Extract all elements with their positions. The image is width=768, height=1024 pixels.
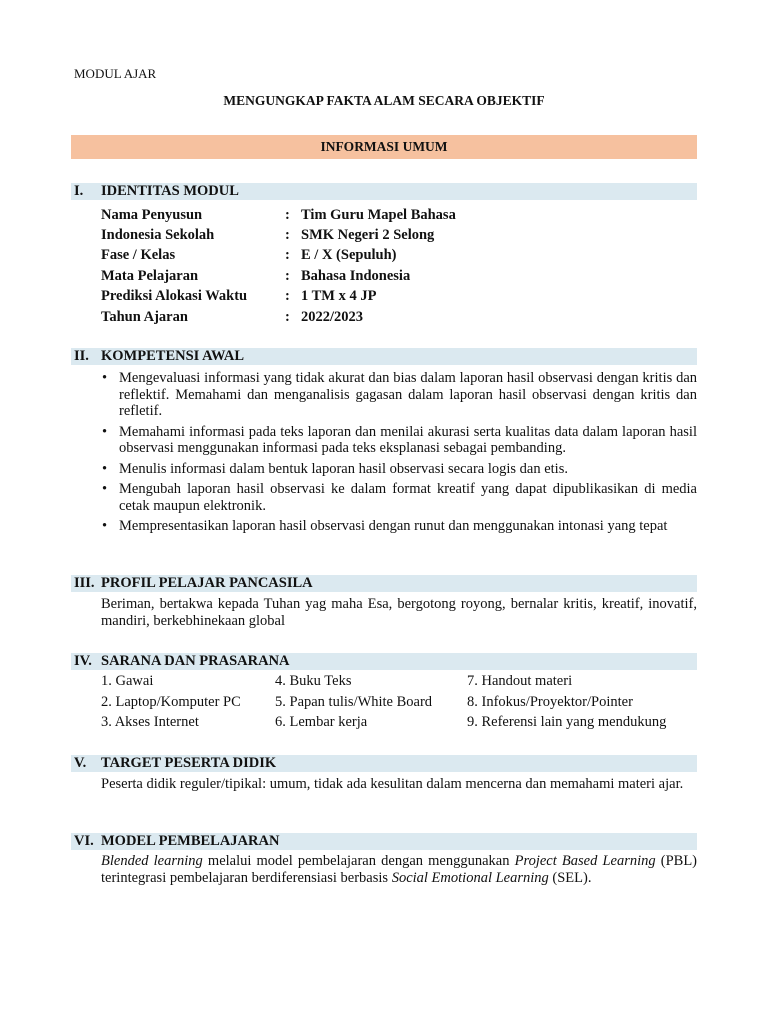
competency-item: • Menulis informasi dalam bentuk laporan hasil observasi secara logis dan etis. — [101, 461, 697, 478]
identity-row — [101, 207, 697, 227]
identity-label: Prediksi Alokasi Waktu — [101, 288, 248, 304]
identity-colon: : — [285, 309, 290, 325]
document-title: MENGUNGKAP FAKTA ALAM SECARA OBJEKTIF — [223, 93, 545, 108]
identity-colon: : — [285, 207, 290, 223]
facility-item: 2. Laptop/Komputer PC — [101, 694, 241, 710]
model-text — [101, 853, 697, 886]
section-number: V. — [74, 755, 87, 771]
facility-item: 4. Buku Teks — [275, 673, 352, 689]
profile-text: Beriman, bertakwa kepada Tuhan yag maha Esa, bergotong royong, bernalar kritis, kreatif, inovatif, mandiri, berkebhinekaan global — [101, 596, 697, 629]
facility-item: 6. Lembar kerja — [275, 714, 368, 730]
model-text-segment: (PBL) terintegrasi pembelajaran berdiferensiasi berbasis — [101, 853, 698, 886]
identity-label: Fase / Kelas — [101, 247, 176, 263]
identity-label: Nama Penyusun — [101, 207, 203, 223]
info-banner — [71, 135, 697, 159]
module-label: MODUL AJAR — [74, 66, 157, 81]
identity-row — [101, 268, 697, 288]
facility-item: 3. Akses Internet — [101, 714, 199, 730]
section-title: KOMPETENSI AWAL — [101, 348, 245, 364]
identity-value: SMK Negeri 2 Selong — [301, 227, 435, 243]
model-term: Social Emotional Learning — [391, 869, 549, 886]
competency-item: • Mengubah laporan hasil observasi ke dalam format kreatif yang dapat dipublikasikan di media cetak maupun elektronik. — [101, 481, 697, 514]
identity-value: E / X (Sepuluh) — [301, 247, 397, 263]
identity-row — [101, 227, 697, 247]
model-term: Project Based Learning — [514, 853, 656, 869]
competency-item: • Mempresentasikan laporan hasil observasi dengan runut dan menggunakan intonasi yang tepat — [101, 518, 697, 535]
section-title: MODEL PEMBELAJARAN — [101, 833, 280, 849]
section-title: PROFIL PELAJAR PANCASILA — [101, 575, 313, 591]
identity-colon: : — [285, 268, 290, 284]
identity-colon: : — [285, 227, 290, 243]
facility-item: 9. Referensi lain yang mendukung — [467, 714, 667, 730]
identity-label: Mata Pelajaran — [101, 268, 199, 284]
identity-row — [101, 309, 697, 329]
identity-label: Indonesia Sekolah — [101, 227, 215, 243]
facility-item: 7. Handout materi — [467, 673, 573, 689]
competency-item: • Memahami informasi pada teks laporan dan menilai akurasi serta kualitas data dalam laporan hasil observasi menggunakan informasi pada teks eksplanasi sebagai pembanding. — [101, 424, 697, 457]
section-number: VI. — [74, 833, 94, 849]
section-number: III. — [74, 575, 95, 591]
identity-value: Tim Guru Mapel Bahasa — [301, 207, 456, 223]
facility-item: 8. Infokus/Proyektor/Pointer — [467, 694, 633, 710]
competency-item: • Mengevaluasi informasi yang tidak akurat dan bias dalam laporan hasil observasi dengan kritis dan reflektif. Memahami dan menganalisis gagasan dalam laporan hasil observasi dengan kritis dan refletif. — [101, 370, 697, 420]
section-number: II. — [74, 348, 89, 364]
identity-colon: : — [285, 247, 290, 263]
section-title: IDENTITAS MODUL — [101, 183, 239, 199]
model-term: Blended learning — [101, 853, 203, 869]
identity-value: 2022/2023 — [301, 309, 364, 325]
identity-colon: : — [285, 288, 290, 304]
facility-item: 5. Papan tulis/White Board — [275, 694, 433, 710]
section-title: TARGET PESERTA DIDIK — [101, 755, 277, 771]
info-banner-label: INFORMASI UMUM — [320, 139, 448, 154]
target-text: Peserta didik reguler/tipikal: umum, tidak ada kesulitan dalam mencerna dan memahami materi ajar. — [101, 776, 684, 792]
identity-value: Bahasa Indonesia — [301, 268, 411, 284]
section-number: IV. — [74, 653, 92, 669]
model-text-segment: melalui model pembelajaran dengan menggunakan — [202, 853, 515, 869]
identity-row — [101, 247, 697, 267]
facility-item: 1. Gawai — [101, 673, 154, 689]
model-text-segment: (SEL). — [548, 869, 592, 886]
identity-row — [101, 288, 697, 308]
section-title: SARANA DAN PRASARANA — [101, 653, 290, 669]
competency-list — [101, 370, 697, 539]
identity-label: Tahun Ajaran — [101, 309, 188, 325]
identity-value: 1 TM x 4 JP — [301, 288, 377, 304]
section-number: I. — [74, 183, 84, 199]
